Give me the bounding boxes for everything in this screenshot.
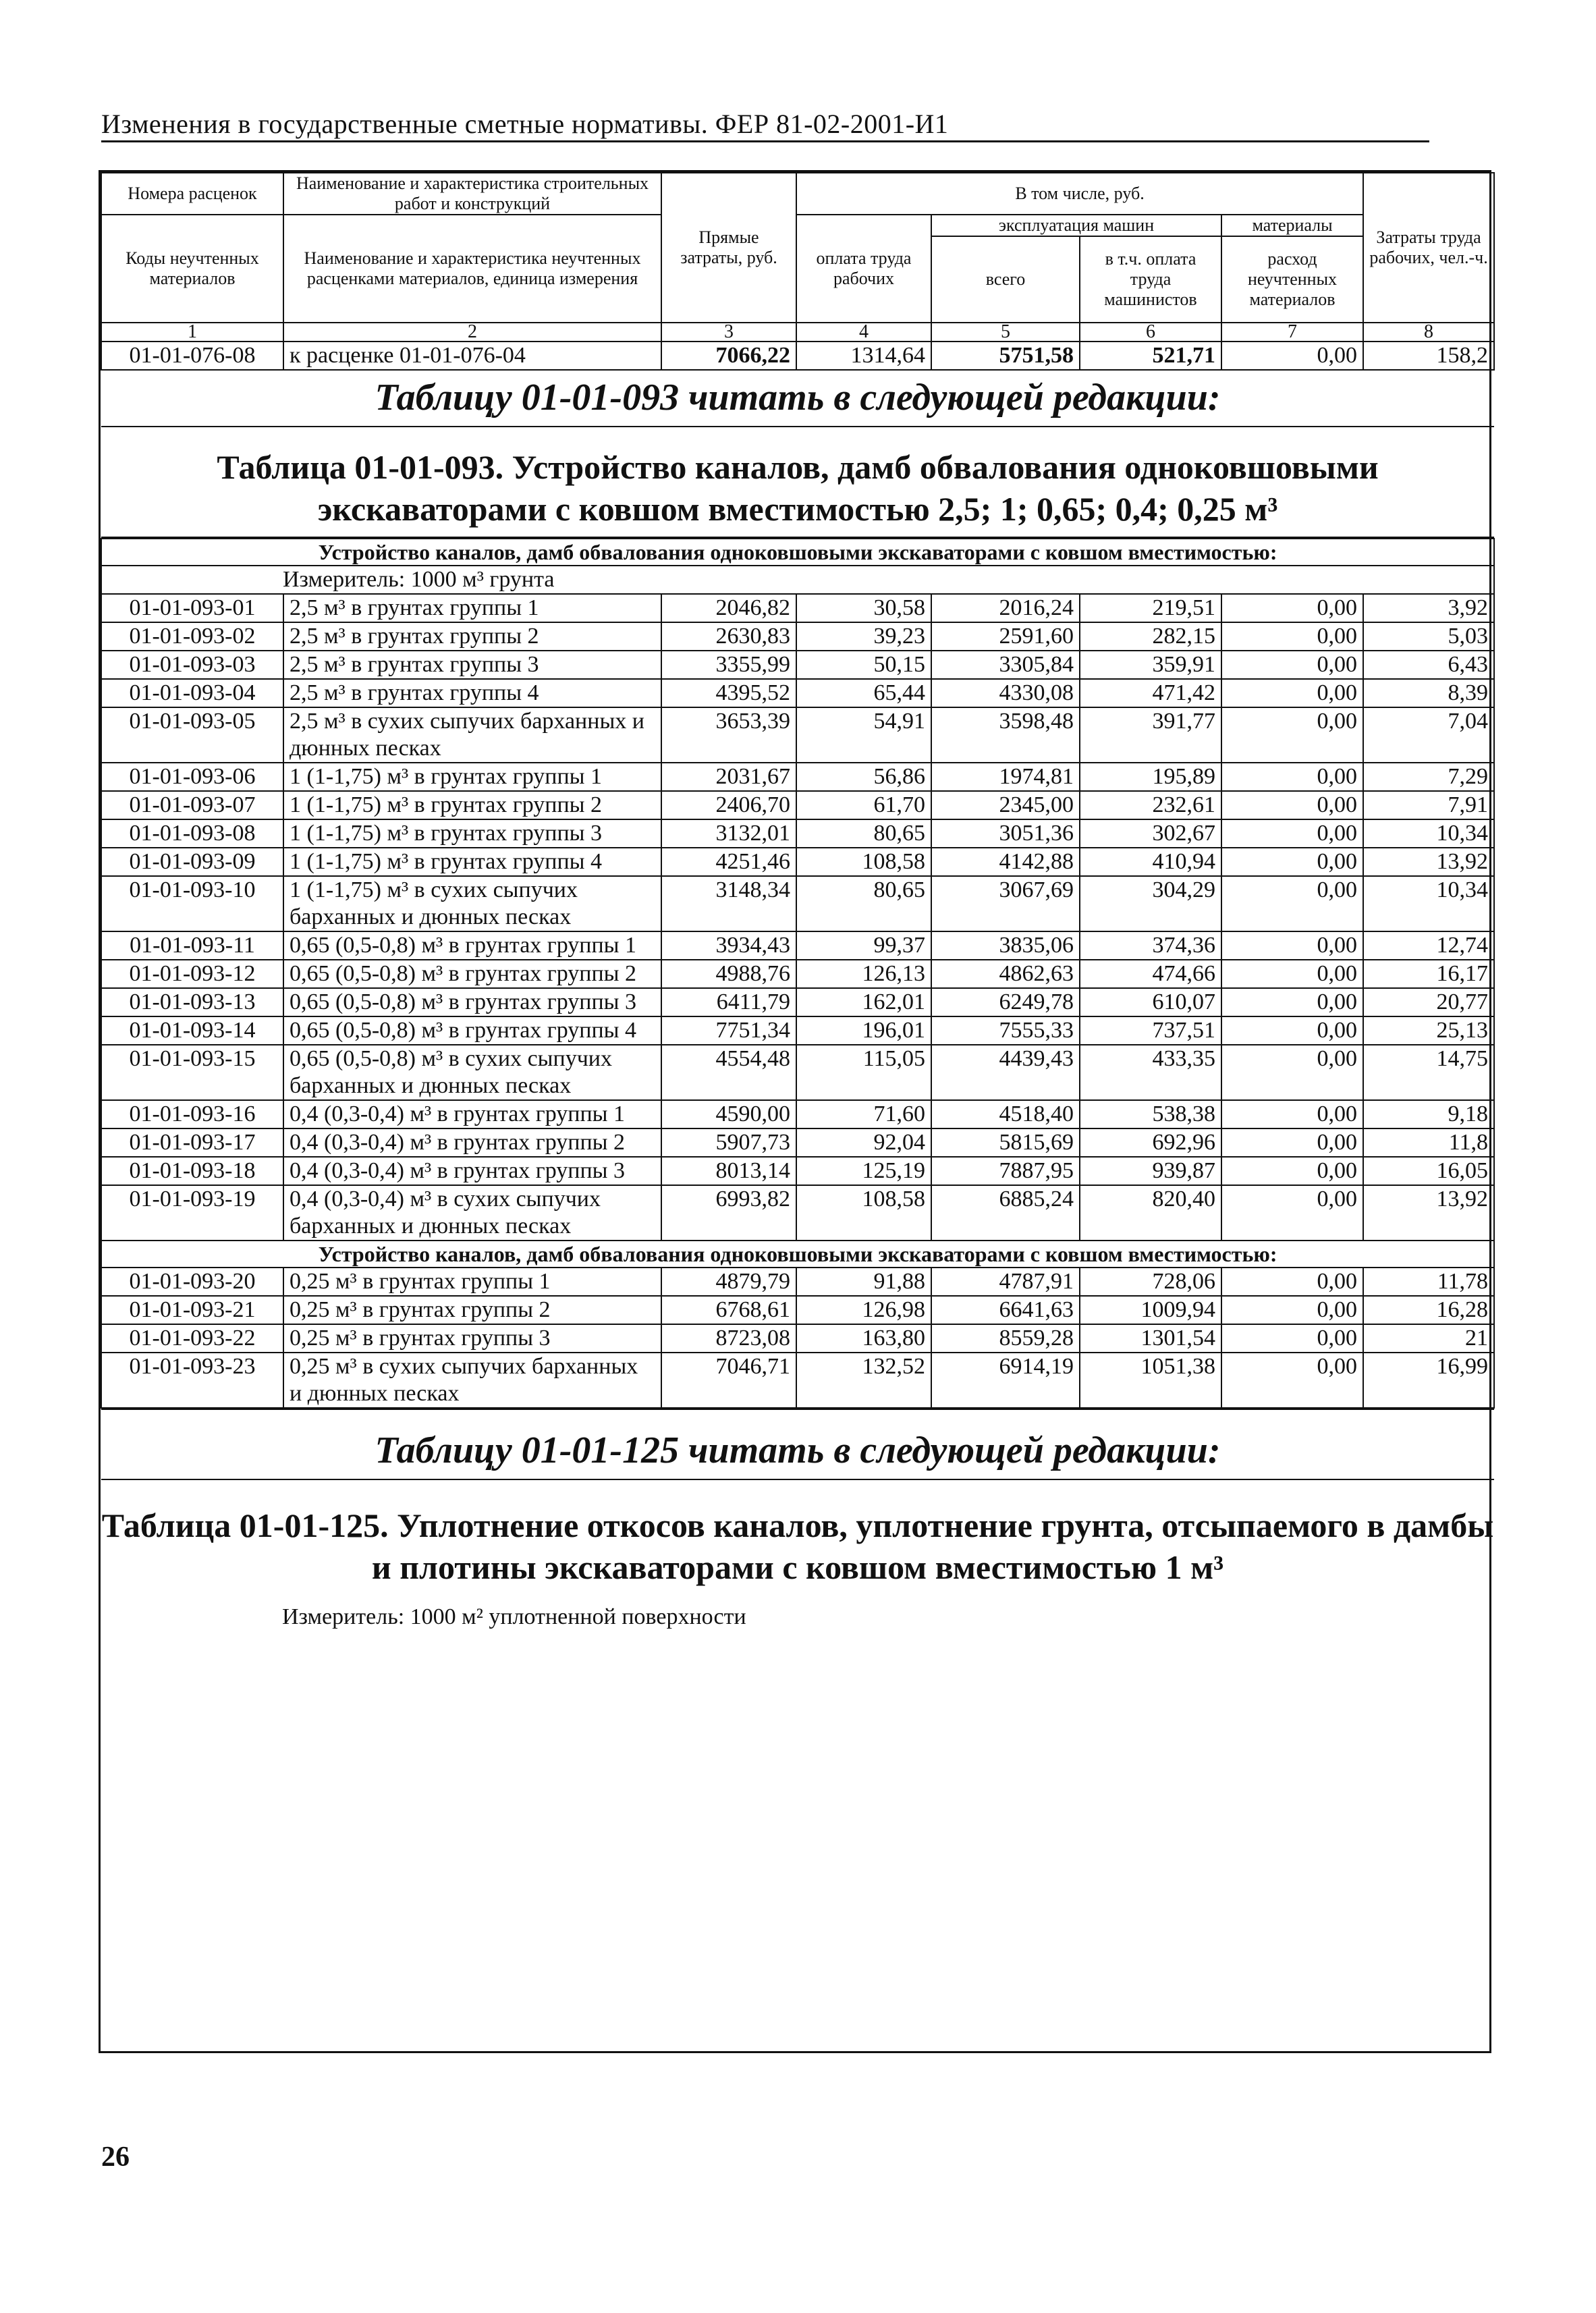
materials-cost: 0,00 [1221, 1324, 1363, 1353]
materials-cost: 0,00 [1221, 988, 1363, 1016]
direct-cost: 3132,01 [661, 819, 796, 848]
materials-header: материалы [1221, 215, 1363, 236]
labor-hours: 21 [1363, 1324, 1494, 1353]
rate-name: 0,25 м³ в грунтах группы 2 [283, 1296, 661, 1324]
labor-hours: 7,04 [1363, 707, 1494, 763]
machines-total: 6885,24 [931, 1185, 1080, 1241]
rate-name: 0,65 (0,5-0,8) м³ в сухих сыпучих барханных и дюнных песках [283, 1045, 661, 1100]
direct-cost: 8723,08 [661, 1324, 796, 1353]
rate-code: 01-01-093-09 [101, 848, 283, 876]
materials-cost: 0,00 [1221, 848, 1363, 876]
col5-header: всего [931, 236, 1080, 323]
redaction-notice-125: Таблицу 01-01-125 читать в следующей редакции: [101, 1423, 1494, 1480]
table-093-rows [101, 594, 1494, 1241]
direct-cost: 4554,48 [661, 1045, 796, 1100]
machinist-pay: 692,96 [1080, 1128, 1221, 1157]
machinist-pay: 820,40 [1080, 1185, 1221, 1241]
direct-cost: 4590,00 [661, 1100, 796, 1128]
machines-total: 6914,19 [931, 1353, 1080, 1408]
rate-name: 1 (1-1,75) м³ в грунтах группы 1 [283, 763, 661, 791]
rate-code: 01-01-093-13 [101, 988, 283, 1016]
labor-cost: 126,13 [796, 960, 931, 988]
machines-total: 5815,69 [931, 1128, 1080, 1157]
direct-cost: 7751,34 [661, 1016, 796, 1045]
rate-name: 0,25 м³ в грунтах группы 1 [283, 1268, 661, 1296]
col7-header: расход неучтенных материалов [1221, 236, 1363, 323]
table-row [101, 848, 1494, 876]
machinist-pay: 1301,54 [1080, 1324, 1221, 1353]
labor-hours: 7,91 [1363, 791, 1494, 819]
direct-cost: 4395,52 [661, 679, 796, 707]
machinist-pay: 521,71 [1080, 342, 1221, 370]
labor-cost: 196,01 [796, 1016, 931, 1045]
machinist-pay: 304,29 [1080, 876, 1221, 931]
machines-total: 2016,24 [931, 594, 1080, 622]
rate-name: 0,4 (0,3-0,4) м³ в грунтах группы 3 [283, 1157, 661, 1185]
rate-code: 01-01-093-20 [101, 1268, 283, 1296]
materials-cost: 0,00 [1221, 651, 1363, 679]
machines-total: 4439,43 [931, 1045, 1080, 1100]
labor-hours: 16,17 [1363, 960, 1494, 988]
table-row [101, 1157, 1494, 1185]
machines-total: 4518,40 [931, 1100, 1080, 1128]
labor-cost: 92,04 [796, 1128, 931, 1157]
labor-cost: 162,01 [796, 988, 931, 1016]
machines-total: 6641,63 [931, 1296, 1080, 1324]
column-numbers-row [101, 323, 1494, 342]
column-number: 8 [1363, 323, 1494, 342]
col8-header: Затраты труда рабочих, чел.-ч. [1363, 173, 1494, 323]
labor-cost: 1314,64 [796, 342, 931, 370]
machines-total: 3598,48 [931, 707, 1080, 763]
table-row [101, 1016, 1494, 1045]
labor-hours: 13,92 [1363, 848, 1494, 876]
rate-code: 01-01-093-07 [101, 791, 283, 819]
rate-name: 0,65 (0,5-0,8) м³ в грунтах группы 3 [283, 988, 661, 1016]
direct-cost: 2046,82 [661, 594, 796, 622]
table-header [101, 173, 1494, 323]
machinist-pay: 728,06 [1080, 1268, 1221, 1296]
labor-hours: 11,78 [1363, 1268, 1494, 1296]
machines-total: 7555,33 [931, 1016, 1080, 1045]
rate-name: 0,4 (0,3-0,4) м³ в грунтах группы 1 [283, 1100, 661, 1128]
materials-cost: 0,00 [1221, 1016, 1363, 1045]
table-row [101, 876, 1494, 931]
column-number: 6 [1080, 323, 1221, 342]
labor-hours: 16,05 [1363, 1157, 1494, 1185]
machinist-pay: 1009,94 [1080, 1296, 1221, 1324]
machinist-pay: 1051,38 [1080, 1353, 1221, 1408]
rate-code: 01-01-093-04 [101, 679, 283, 707]
column-number: 4 [796, 323, 931, 342]
machines-total: 1974,81 [931, 763, 1080, 791]
section-heading: Устройство каналов, дамб обвалования одноковшовыми экскаваторами с ковшом вместимостью: [101, 539, 1494, 566]
rate-name: 0,25 м³ в сухих сыпучих барханных и дюнных песках [283, 1353, 661, 1408]
table-row [101, 1128, 1494, 1157]
rate-name: 1 (1-1,75) м³ в грунтах группы 3 [283, 819, 661, 848]
materials-cost: 0,00 [1221, 1353, 1363, 1408]
materials-cost: 0,00 [1221, 1100, 1363, 1128]
labor-cost: 115,05 [796, 1045, 931, 1100]
labor-hours: 7,29 [1363, 763, 1494, 791]
section-heading: Устройство каналов, дамб обвалования одноковшовыми экскаваторами с ковшом вместимостью: [101, 1241, 1494, 1268]
direct-cost: 8013,14 [661, 1157, 796, 1185]
direct-cost: 2406,70 [661, 791, 796, 819]
materials-cost: 0,00 [1221, 819, 1363, 848]
materials-cost: 0,00 [1221, 1185, 1363, 1241]
col4-header: оплата труда рабочих [796, 215, 931, 323]
labor-hours: 13,92 [1363, 1185, 1494, 1241]
page-header: Изменения в государственные сметные нормативы. ФЕР 81-02-2001-И1 [101, 109, 949, 139]
materials-cost: 0,00 [1221, 1157, 1363, 1185]
rate-name: 0,65 (0,5-0,8) м³ в грунтах группы 4 [283, 1016, 661, 1045]
rates-table [101, 172, 1495, 1630]
rate-code: 01-01-093-06 [101, 763, 283, 791]
rate-name: 0,25 м³ в грунтах группы 3 [283, 1324, 661, 1353]
machinist-pay: 939,87 [1080, 1157, 1221, 1185]
labor-cost: 54,91 [796, 707, 931, 763]
materials-cost: 0,00 [1221, 342, 1363, 370]
labor-hours: 158,2 [1363, 342, 1494, 370]
labor-cost: 108,58 [796, 848, 931, 876]
labor-cost: 132,52 [796, 1353, 931, 1408]
labor-cost: 30,58 [796, 594, 931, 622]
rate-code: 01-01-093-15 [101, 1045, 283, 1100]
direct-cost: 7046,71 [661, 1353, 796, 1408]
labor-cost: 56,86 [796, 763, 931, 791]
table-125-title: Таблица 01-01-125. Уплотнение откосов каналов, уплотнение грунта, отсыпаемого в дамбы и плотины экскаваторами с ковшом вместимостью 1 м³ [101, 1506, 1494, 1586]
machinist-pay: 195,89 [1080, 763, 1221, 791]
labor-hours: 8,39 [1363, 679, 1494, 707]
materials-cost: 0,00 [1221, 960, 1363, 988]
column-number: 1 [101, 323, 283, 342]
col2-top-header: Наименование и характеристика строительных работ и конструкций [283, 173, 661, 215]
rate-name: 1 (1-1,75) м³ в грунтах группы 4 [283, 848, 661, 876]
col3-header: Прямые затраты, руб. [661, 173, 796, 323]
table-row [101, 594, 1494, 622]
machines-total: 4142,88 [931, 848, 1080, 876]
rate-name: 2,5 м³ в грунтах группы 2 [283, 622, 661, 651]
machines-total: 3067,69 [931, 876, 1080, 931]
table-row [101, 1268, 1494, 1296]
labor-cost: 108,58 [796, 1185, 931, 1241]
labor-cost: 50,15 [796, 651, 931, 679]
labor-hours: 10,34 [1363, 819, 1494, 848]
machines-header: эксплуатация машин [931, 215, 1221, 236]
table-row [101, 679, 1494, 707]
rate-code: 01-01-093-21 [101, 1296, 283, 1324]
header-divider [101, 140, 1429, 142]
table-row [101, 1296, 1494, 1324]
table-row [101, 931, 1494, 960]
machines-total: 7887,95 [931, 1157, 1080, 1185]
direct-cost: 5907,73 [661, 1128, 796, 1157]
labor-hours: 12,74 [1363, 931, 1494, 960]
machinist-pay: 302,67 [1080, 819, 1221, 848]
labor-cost: 39,23 [796, 622, 931, 651]
column-number: 7 [1221, 323, 1363, 342]
table-row [101, 960, 1494, 988]
rate-name: 1 (1-1,75) м³ в грунтах группы 2 [283, 791, 661, 819]
machinist-pay: 610,07 [1080, 988, 1221, 1016]
rate-name: 2,5 м³ в грунтах группы 1 [283, 594, 661, 622]
direct-cost: 3653,39 [661, 707, 796, 763]
rate-name: 0,65 (0,5-0,8) м³ в грунтах группы 1 [283, 931, 661, 960]
column-number: 2 [283, 323, 661, 342]
rate-code: 01-01-093-18 [101, 1157, 283, 1185]
table-row [101, 791, 1494, 819]
materials-cost: 0,00 [1221, 876, 1363, 931]
materials-cost: 0,00 [1221, 622, 1363, 651]
labor-hours: 9,18 [1363, 1100, 1494, 1128]
machines-total: 4330,08 [931, 679, 1080, 707]
measure-unit: Измеритель: 1000 м³ грунта [101, 566, 1494, 594]
rate-code: 01-01-093-22 [101, 1324, 283, 1353]
page-number: 26 [101, 2142, 130, 2173]
table-row [101, 622, 1494, 651]
direct-cost: 6768,61 [661, 1296, 796, 1324]
rate-code: 01-01-093-19 [101, 1185, 283, 1241]
materials-cost: 0,00 [1221, 1296, 1363, 1324]
materials-cost: 0,00 [1221, 1268, 1363, 1296]
labor-hours: 6,43 [1363, 651, 1494, 679]
document-frame [99, 170, 1494, 2053]
rate-code: 01-01-093-23 [101, 1353, 283, 1408]
labor-cost: 99,37 [796, 931, 931, 960]
machinist-pay: 737,51 [1080, 1016, 1221, 1045]
table-row [101, 342, 1494, 370]
machines-total: 3305,84 [931, 651, 1080, 679]
machines-total: 4787,91 [931, 1268, 1080, 1296]
machines-total: 2591,60 [931, 622, 1080, 651]
materials-cost: 0,00 [1221, 1045, 1363, 1100]
rate-code: 01-01-093-05 [101, 707, 283, 763]
materials-cost: 0,00 [1221, 931, 1363, 960]
machinist-pay: 410,94 [1080, 848, 1221, 876]
rate-code: 01-01-093-17 [101, 1128, 283, 1157]
machinist-pay: 471,42 [1080, 679, 1221, 707]
labor-hours: 14,75 [1363, 1045, 1494, 1100]
rate-name: 1 (1-1,75) м³ в сухих сыпучих барханных и дюнных песках [283, 876, 661, 931]
group-header: В том числе, руб. [796, 173, 1363, 215]
table-row [101, 707, 1494, 763]
machines-total: 2345,00 [931, 791, 1080, 819]
labor-cost: 163,80 [796, 1324, 931, 1353]
table-row [101, 763, 1494, 791]
labor-cost: 91,88 [796, 1268, 931, 1296]
direct-cost: 4988,76 [661, 960, 796, 988]
materials-cost: 0,00 [1221, 1128, 1363, 1157]
machinist-pay: 359,91 [1080, 651, 1221, 679]
direct-cost: 6411,79 [661, 988, 796, 1016]
col1-bottom-header: Коды неучтенных материалов [101, 215, 283, 323]
direct-cost: 7066,22 [661, 342, 796, 370]
rate-code: 01-01-093-03 [101, 651, 283, 679]
machines-total: 6249,78 [931, 988, 1080, 1016]
direct-cost: 4251,46 [661, 848, 796, 876]
labor-hours: 16,28 [1363, 1296, 1494, 1324]
direct-cost: 6993,82 [661, 1185, 796, 1241]
machines-total: 3051,36 [931, 819, 1080, 848]
direct-cost: 3934,43 [661, 931, 796, 960]
labor-cost: 65,44 [796, 679, 931, 707]
rate-code: 01-01-093-01 [101, 594, 283, 622]
rate-code: 01-01-093-16 [101, 1100, 283, 1128]
rate-name: 2,5 м³ в грунтах группы 4 [283, 679, 661, 707]
table-row [101, 1185, 1494, 1241]
labor-hours: 16,99 [1363, 1353, 1494, 1408]
materials-cost: 0,00 [1221, 763, 1363, 791]
labor-cost: 71,60 [796, 1100, 931, 1128]
rate-code: 01-01-093-12 [101, 960, 283, 988]
table-row [101, 1353, 1494, 1408]
labor-hours: 25,13 [1363, 1016, 1494, 1045]
machines-total: 5751,58 [931, 342, 1080, 370]
rate-code: 01-01-076-08 [101, 342, 283, 370]
labor-hours: 5,03 [1363, 622, 1494, 651]
table-row [101, 1045, 1494, 1100]
col6-header: в т.ч. оплата труда машинистов [1080, 236, 1221, 323]
measure-unit-125: Измеритель: 1000 м² уплотненной поверхности [282, 1604, 746, 1629]
machinist-pay: 374,36 [1080, 931, 1221, 960]
rate-code: 01-01-093-08 [101, 819, 283, 848]
table-row [101, 1100, 1494, 1128]
labor-cost: 80,65 [796, 876, 931, 931]
machines-total: 4862,63 [931, 960, 1080, 988]
redaction-notice-093: Таблицу 01-01-093 читать в следующей редакции: [101, 371, 1494, 427]
rate-code: 01-01-093-02 [101, 622, 283, 651]
labor-cost: 61,70 [796, 791, 931, 819]
rate-name: 2,5 м³ в грунтах группы 3 [283, 651, 661, 679]
machines-total: 8559,28 [931, 1324, 1080, 1353]
rate-code: 01-01-093-11 [101, 931, 283, 960]
materials-cost: 0,00 [1221, 791, 1363, 819]
direct-cost: 3355,99 [661, 651, 796, 679]
machinist-pay: 232,61 [1080, 791, 1221, 819]
direct-cost: 3148,34 [661, 876, 796, 931]
rate-name: 2,5 м³ в сухих сыпучих барханных и дюнных песках [283, 707, 661, 763]
rate-name: к расценке 01-01-076-04 [283, 342, 661, 370]
direct-cost: 4879,79 [661, 1268, 796, 1296]
labor-cost: 80,65 [796, 819, 931, 848]
materials-cost: 0,00 [1221, 679, 1363, 707]
rate-name: 0,4 (0,3-0,4) м³ в грунтах группы 2 [283, 1128, 661, 1157]
table-093-rows-2 [101, 1268, 1494, 1408]
table-row [101, 651, 1494, 679]
machinist-pay: 538,38 [1080, 1100, 1221, 1128]
column-number: 5 [931, 323, 1080, 342]
column-number: 3 [661, 323, 796, 342]
table-row [101, 819, 1494, 848]
table-row [101, 988, 1494, 1016]
labor-hours: 20,77 [1363, 988, 1494, 1016]
labor-cost: 126,98 [796, 1296, 931, 1324]
materials-cost: 0,00 [1221, 707, 1363, 763]
machines-total: 3835,06 [931, 931, 1080, 960]
labor-hours: 3,92 [1363, 594, 1494, 622]
rate-code: 01-01-093-10 [101, 876, 283, 931]
machinist-pay: 474,66 [1080, 960, 1221, 988]
direct-cost: 2630,83 [661, 622, 796, 651]
rate-name: 0,4 (0,3-0,4) м³ в сухих сыпучих барханных и дюнных песках [283, 1185, 661, 1241]
machinist-pay: 391,77 [1080, 707, 1221, 763]
labor-hours: 10,34 [1363, 876, 1494, 931]
labor-cost: 125,19 [796, 1157, 931, 1185]
rate-name: 0,65 (0,5-0,8) м³ в грунтах группы 2 [283, 960, 661, 988]
materials-cost: 0,00 [1221, 594, 1363, 622]
machinist-pay: 433,35 [1080, 1045, 1221, 1100]
rate-code: 01-01-093-14 [101, 1016, 283, 1045]
table-row [101, 1324, 1494, 1353]
col1-top-header: Номера расценок [101, 173, 283, 215]
machinist-pay: 219,51 [1080, 594, 1221, 622]
col2-bottom-header: Наименование и характеристика неучтенных расценками материалов, единица измерения [283, 215, 661, 323]
labor-hours: 11,8 [1363, 1128, 1494, 1157]
direct-cost: 2031,67 [661, 763, 796, 791]
machinist-pay: 282,15 [1080, 622, 1221, 651]
table-093-title: Таблица 01-01-093. Устройство каналов, дамб обвалования одноковшовыми экскаваторами с ковшом вместимостью 2,5; 1; 0,65; 0,4; 0,25 м³ [101, 427, 1494, 538]
